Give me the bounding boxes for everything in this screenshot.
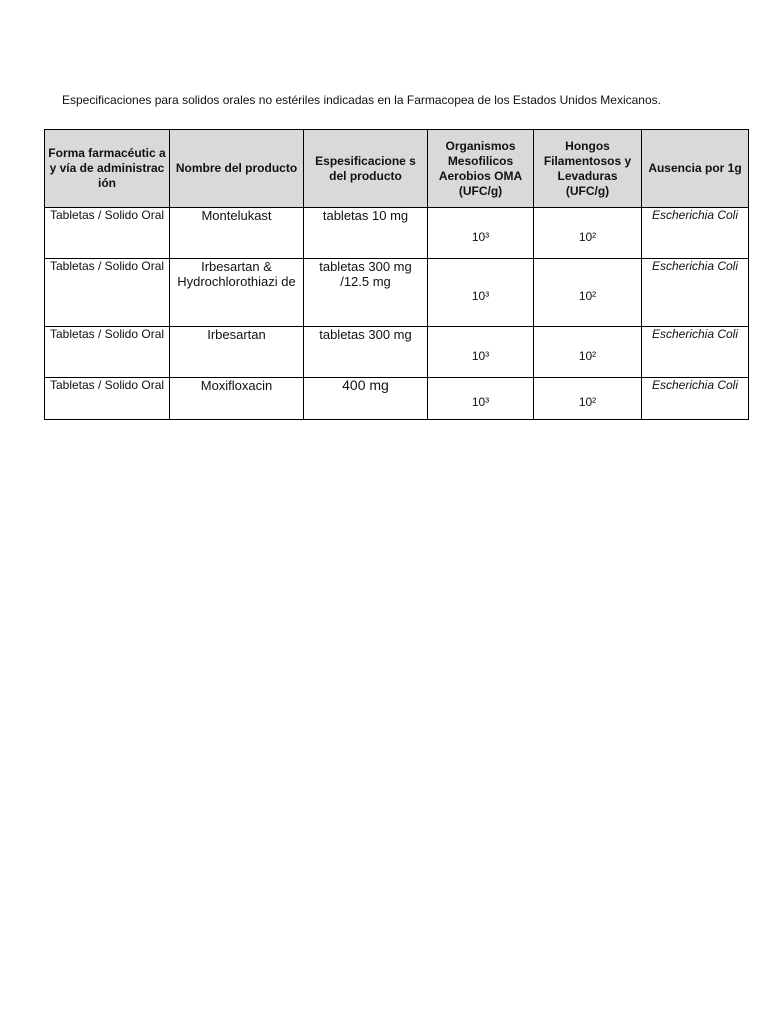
specifications-table — [44, 129, 749, 420]
cell-ausencia: Escherichia Coli — [642, 259, 749, 327]
cell-oma: 10³ — [428, 327, 534, 378]
header-organismos-mesofilicos: Organismos Mesofilicos Aerobios OMA (UFC/g) — [428, 130, 534, 208]
header-hongos-levaduras: Hongos Filamentosos y Levaduras (UFC/g) — [534, 130, 642, 208]
cell-oma: 10³ — [428, 208, 534, 259]
header-forma-farmaceutica: Forma farmacéutic a y vía de administrac ión — [45, 130, 170, 208]
table-row — [45, 378, 749, 420]
table-row — [45, 208, 749, 259]
cell-producto: Moxifloxacin — [170, 378, 304, 420]
cell-especificacion: 400 mg — [304, 378, 428, 420]
cell-forma: Tabletas / Solido Oral — [45, 327, 170, 378]
table-row — [45, 327, 749, 378]
cell-hongos: 10² — [534, 259, 642, 327]
cell-especificacion: tabletas 300 mg — [304, 327, 428, 378]
cell-producto: Irbesartan — [170, 327, 304, 378]
cell-forma: Tabletas / Solido Oral — [45, 208, 170, 259]
cell-especificacion: tabletas 300 mg /12.5 mg — [304, 259, 428, 327]
cell-especificacion: tabletas 10 mg — [304, 208, 428, 259]
table-header-row — [45, 130, 749, 208]
header-nombre-producto: Nombre del producto — [170, 130, 304, 208]
table-row — [45, 259, 749, 327]
cell-oma: 10³ — [428, 259, 534, 327]
cell-hongos: 10² — [534, 327, 642, 378]
cell-producto: Irbesartan & Hydrochlorothiazi de — [170, 259, 304, 327]
cell-ausencia: Escherichia Coli — [642, 378, 749, 420]
cell-oma: 10³ — [428, 378, 534, 420]
cell-ausencia: Escherichia Coli — [642, 327, 749, 378]
cell-hongos: 10² — [534, 208, 642, 259]
header-ausencia: Ausencia por 1g — [642, 130, 749, 208]
cell-hongos: 10² — [534, 378, 642, 420]
cell-forma: Tabletas / Solido Oral — [45, 378, 170, 420]
intro-paragraph: Especificaciones para solidos orales no estériles indicadas en la Farmacopea de los Estados Unidos Mexicanos. — [62, 93, 661, 107]
cell-forma: Tabletas / Solido Oral — [45, 259, 170, 327]
cell-ausencia: Escherichia Coli — [642, 208, 749, 259]
header-especificaciones: Espesificacione s del producto — [304, 130, 428, 208]
cell-producto: Montelukast — [170, 208, 304, 259]
